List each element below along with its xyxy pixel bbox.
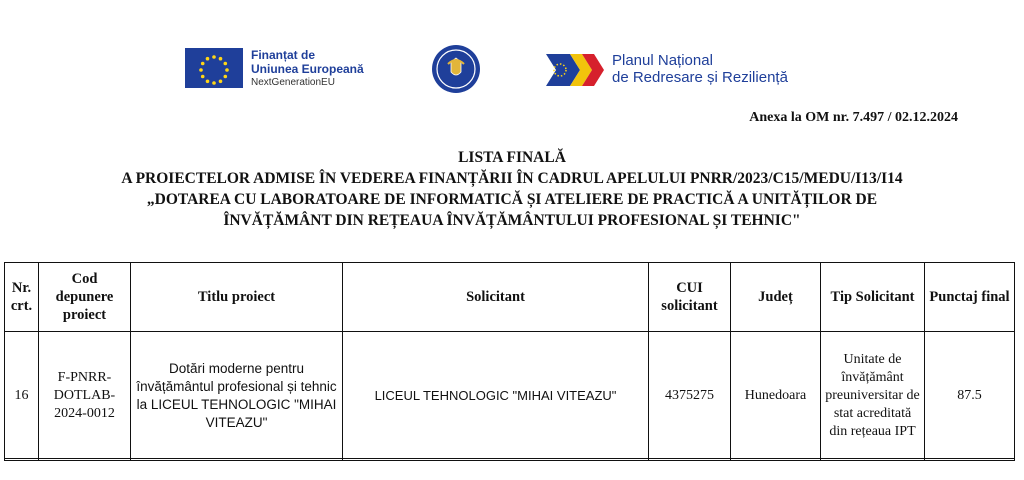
header-punctaj-final: Punctaj final <box>925 263 1015 332</box>
header-judet: Județ <box>731 263 821 332</box>
cell-solicitant: LICEUL TEHNOLOGIC "MIHAI VITEAZU" <box>343 332 649 461</box>
cell-titlu-proiect: Dotări moderne pentru învățământul profesional și tehnic la LICEUL TEHNOLOGIC "MIHAI VITEAZU" <box>131 332 343 461</box>
romanian-government-seal-icon <box>431 44 481 94</box>
title-line-3: „DOTAREA CU LABORATOARE DE INFORMATICĂ ȘI ATELIERE DE PRACTICĂ A UNITĂȚILOR DE <box>146 191 878 208</box>
cell-cui-solicitant: 4375275 <box>649 332 731 461</box>
header-tip-solicitant: Tip Solicitant <box>821 263 925 332</box>
cell-nr-crt: 16 <box>5 332 39 461</box>
table-header-row <box>5 263 1015 332</box>
projects-table <box>4 262 1015 461</box>
document-title <box>0 147 1024 231</box>
header-cui-solicitant: CUI solicitant <box>649 263 731 332</box>
pnrr-line1: Planul Național <box>612 52 713 69</box>
table-row <box>5 332 1015 461</box>
eu-funding-line2: Uniunea Europeană <box>251 62 364 76</box>
cell-judet: Hunedoara <box>731 332 821 461</box>
eu-funding-line3: NextGenerationEU <box>251 77 335 88</box>
pnrr-label <box>612 52 788 86</box>
header-solicitant: Solicitant <box>343 263 649 332</box>
pnrr-arrow-icon <box>546 52 608 88</box>
title-line-4: ÎNVĂȚĂMÂNT DIN REȚEAUA ÎNVĂȚĂMÂNTULUI PROFESIONAL ȘI TEHNIC" <box>223 212 801 229</box>
annex-reference: Anexa la OM nr. 7.497 / 02.12.2024 <box>749 110 958 125</box>
cell-tip-solicitant: Unitate de învățământ preuniversitar de stat acreditată din rețeaua IPT <box>821 332 925 461</box>
title-line-2: A PROIECTELOR ADMISE ÎN VEDEREA FINANȚĂRII ÎN CADRUL APELULUI PNRR/2023/C15/MEDU/I13/I14 <box>121 170 903 187</box>
eu-funding-line1: Finanțat de <box>251 48 316 62</box>
logo-bar <box>0 40 1024 110</box>
cell-punctaj-final: 87.5 <box>925 332 1015 461</box>
header-titlu-proiect: Titlu proiect <box>131 263 343 332</box>
table-bottom-divider <box>4 458 1014 459</box>
cell-cod-depunere: F-PNRR-DOTLAB-2024-0012 <box>39 332 131 461</box>
header-nr-crt: Nr. crt. <box>5 263 39 332</box>
header-cod-depunere: Cod depunere proiect <box>39 263 131 332</box>
eu-flag-icon <box>185 48 243 88</box>
title-line-1: LISTA FINALĂ <box>458 149 566 166</box>
pnrr-line2: de Redresare și Reziliență <box>612 69 788 86</box>
eu-funding-label <box>251 48 364 90</box>
